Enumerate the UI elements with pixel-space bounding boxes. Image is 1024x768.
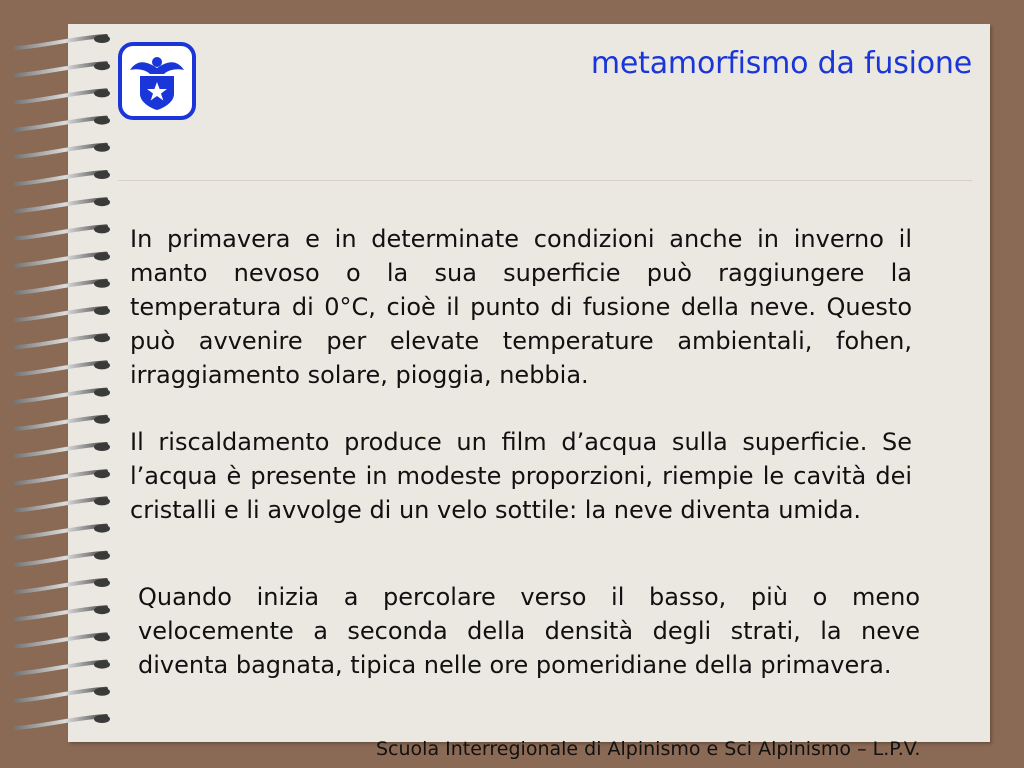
spiral-ring (16, 308, 106, 320)
spiral-hole (94, 688, 110, 696)
spiral-ring (16, 689, 106, 701)
footer-text: Scuola Interregionale di Alpinismo e Sci Alpinismo – L.P.V. (376, 738, 921, 760)
spiral-hole (94, 443, 110, 451)
paragraph-heating: Il riscaldamento produce un film d’acqua sulla superficie. Se l’acqua è presente in modeste proporzioni, riempie le cavità dei cristalli e li avvolge di un velo sottile: la neve diventa umida. (130, 428, 912, 524)
spiral-hole (94, 307, 110, 315)
spiral-ring (16, 607, 106, 619)
spiral-hole (94, 497, 110, 505)
spiral-ring (16, 145, 106, 157)
spiral-ring (16, 254, 106, 266)
spiral-hole (94, 117, 110, 125)
spiral-ring (16, 498, 106, 510)
spiral-ring (16, 172, 106, 184)
spiral-ring (16, 63, 106, 75)
spiral-hole (94, 280, 110, 288)
spiral-ring (16, 716, 106, 728)
spiral-ring (16, 118, 106, 130)
spiral-hole (94, 525, 110, 533)
spiral-ring (16, 526, 106, 538)
spiral-binding-icon (14, 26, 114, 746)
paragraph-intro: In primavera e in determinate condizioni anche in inverno il manto nevoso o la sua superficie può raggiungere la temperatura di 0°C, cioè il punto di fusione della neve. Questo può avvenire per elevate temperature ambientali, fohen, irraggiamento solare, pioggia, nebbia. (130, 225, 912, 389)
spiral-ring (16, 580, 106, 592)
spiral-ring (16, 335, 106, 347)
spiral-hole (94, 552, 110, 560)
spiral-hole (94, 416, 110, 424)
spiral-hole (94, 334, 110, 342)
spiral-ring (16, 362, 106, 374)
page-title: metamorfismo da fusione (590, 46, 972, 81)
spiral-hole (94, 715, 110, 723)
spiral-ring (16, 390, 106, 402)
spiral-ring (16, 553, 106, 565)
spiral-ring (16, 226, 106, 238)
spiral-ring (16, 471, 106, 483)
spiral-ring (16, 417, 106, 429)
spiral-hole (94, 661, 110, 669)
spiral-ring (16, 634, 106, 646)
cai-logo-icon (118, 42, 196, 120)
spiral-ring (16, 199, 106, 211)
paragraph-percolation: Quando inizia a percolare verso il basso, più o meno velocemente a seconda della densità degli strati, la neve diventa bagnata, tipica nelle ore pomeridiane della primavera. (138, 583, 920, 679)
spiral-hole (94, 35, 110, 43)
spiral-hole (94, 198, 110, 206)
spiral-hole (94, 144, 110, 152)
spiral-hole (94, 633, 110, 641)
spiral-hole (94, 253, 110, 261)
spiral-hole (94, 225, 110, 233)
spiral-hole (94, 389, 110, 397)
spiral-hole (94, 579, 110, 587)
spiral-hole (94, 62, 110, 70)
spiral-ring (16, 90, 106, 102)
header-divider (118, 180, 972, 181)
spiral-hole (94, 606, 110, 614)
spiral-ring (16, 281, 106, 293)
spiral-ring (16, 662, 106, 674)
spiral-hole (94, 171, 110, 179)
spiral-hole (94, 470, 110, 478)
spiral-ring (16, 444, 106, 456)
spiral-ring (16, 36, 106, 48)
spiral-hole (94, 89, 110, 97)
spiral-hole (94, 361, 110, 369)
